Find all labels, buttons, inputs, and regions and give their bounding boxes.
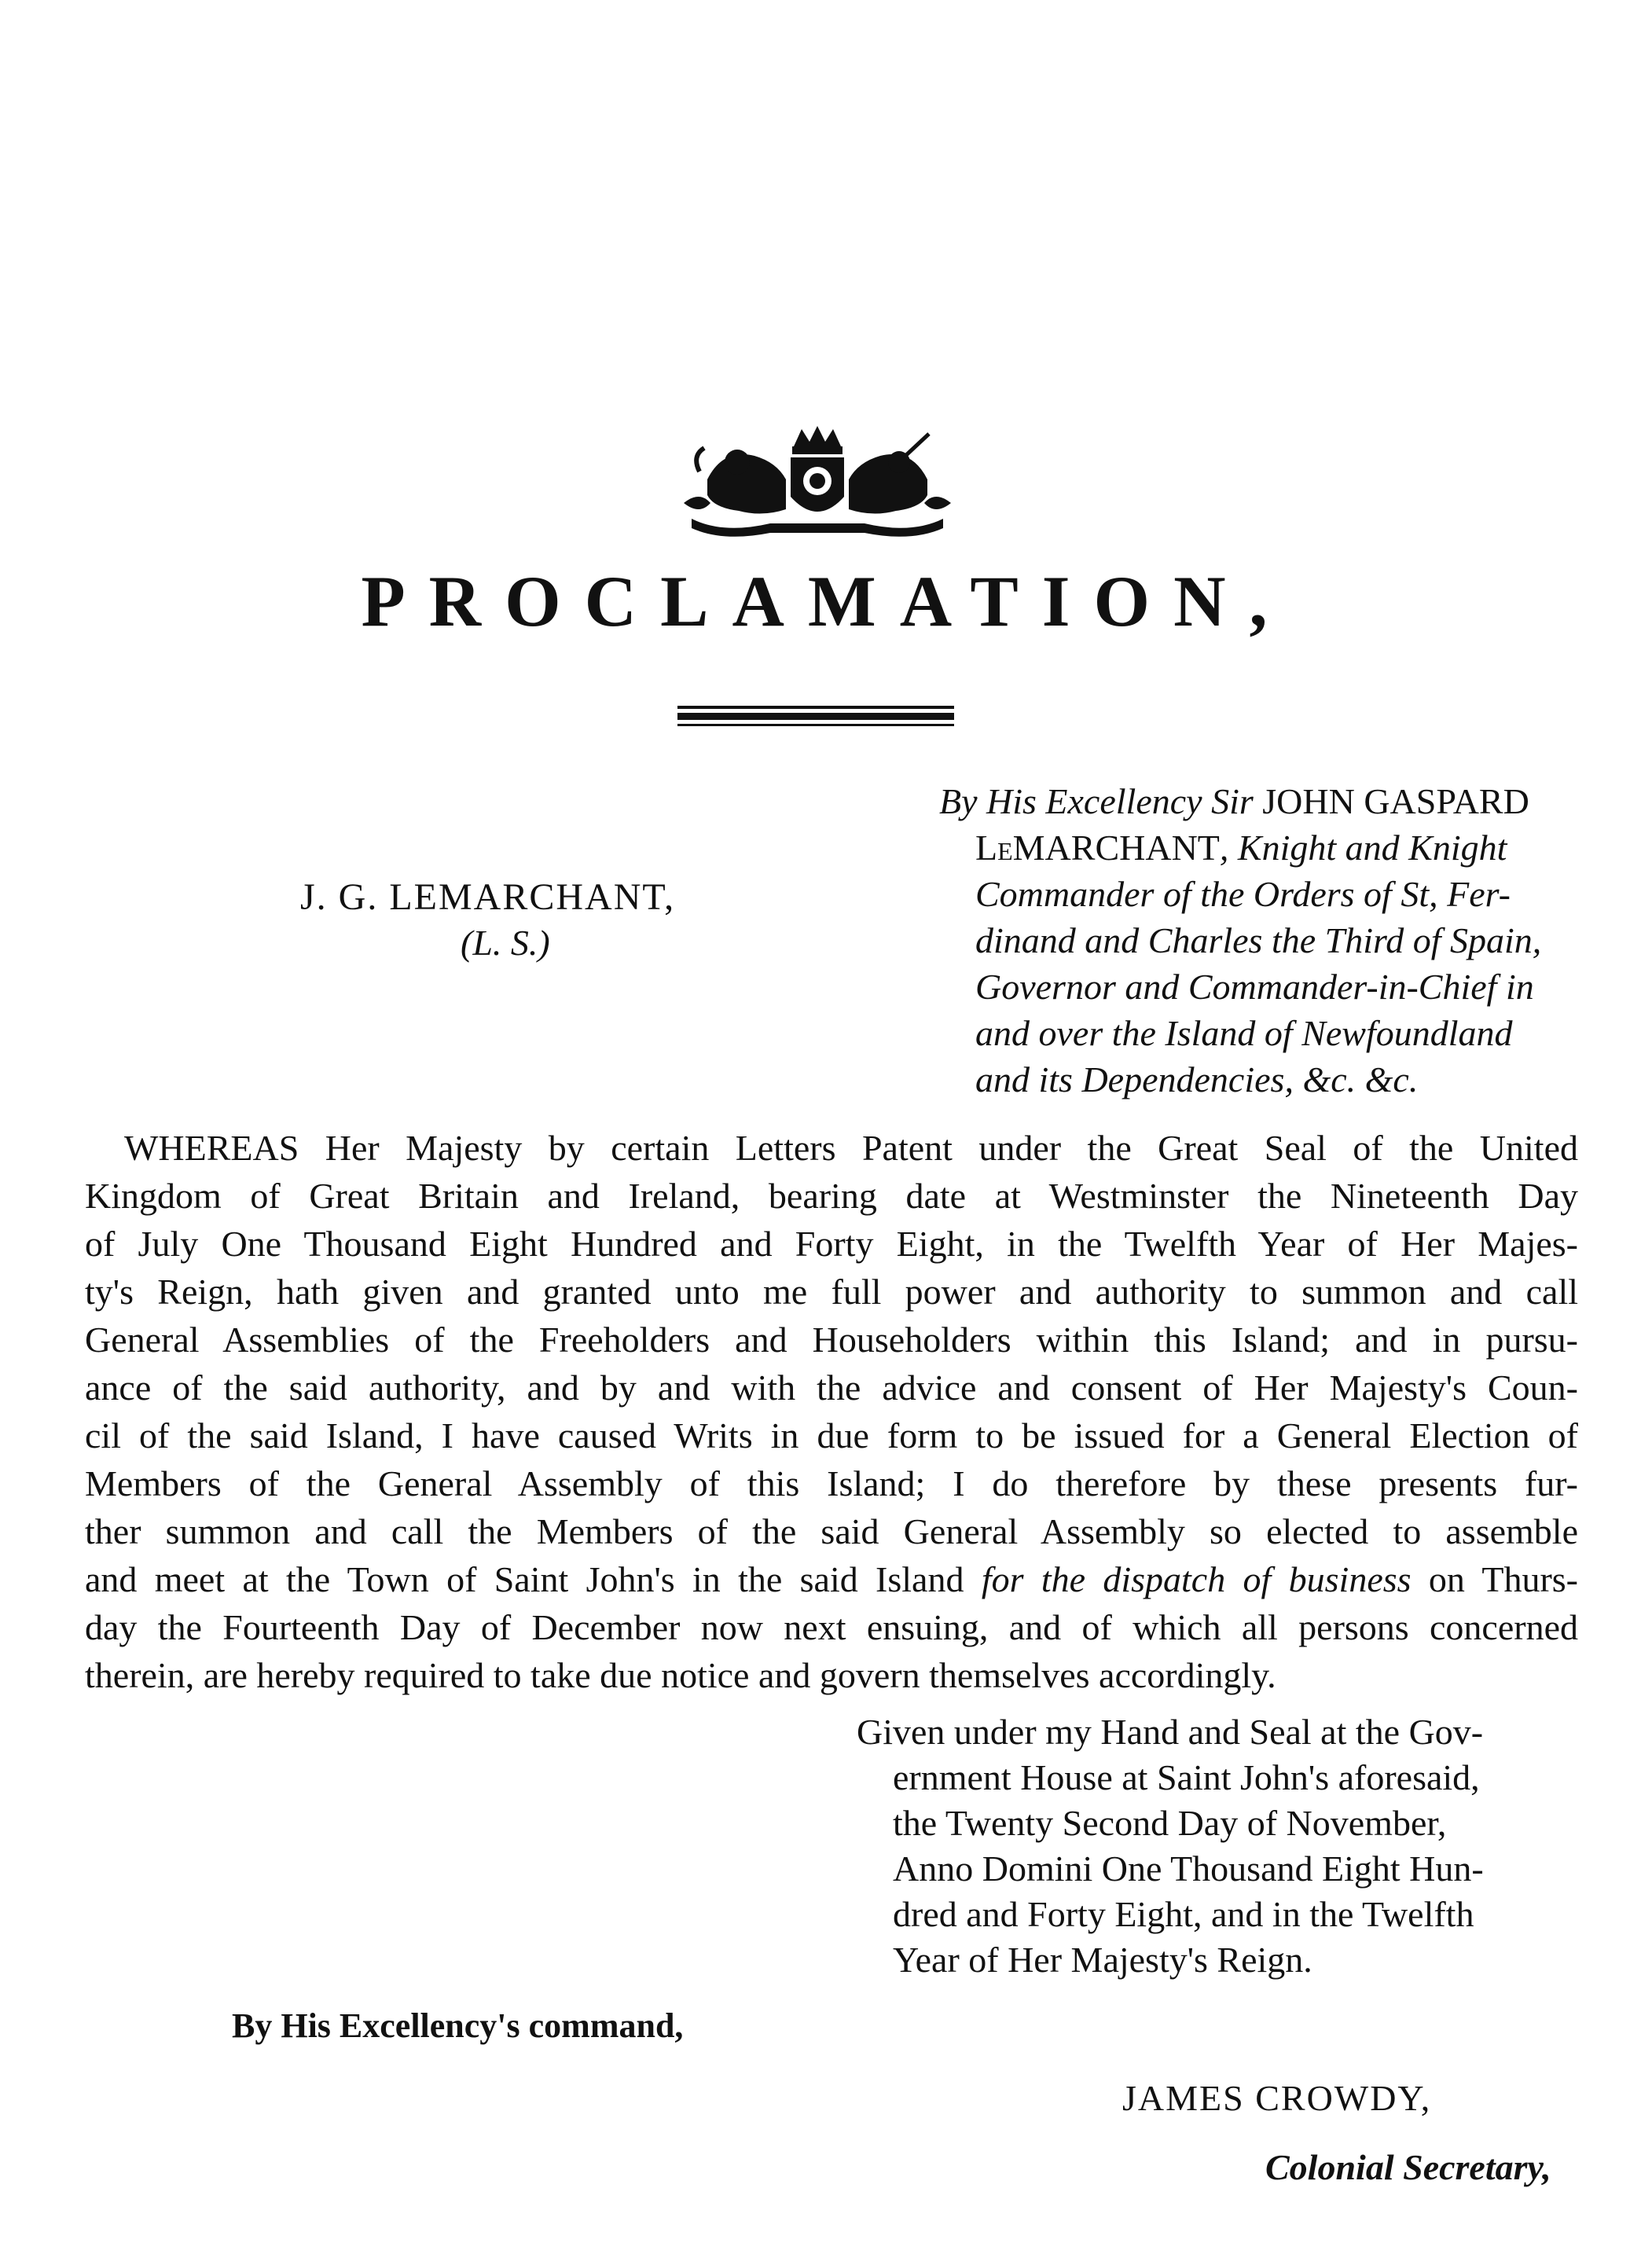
- secretary-title: Colonial Secretary,: [1265, 2147, 1551, 2187]
- governor-style-line: dinand and Charles the Third of Spain,: [975, 920, 1542, 960]
- secretary-signature-name: JAMES CROWDY,: [1122, 2078, 1432, 2118]
- given-under-hand-block: [857, 1709, 1580, 1983]
- given-line: the Twenty Second Day of November,: [893, 1803, 1447, 1843]
- body-line: day the Fourteenth Day of December now next ensuing, and of which all persons concerned: [85, 1607, 1578, 1647]
- governor-style-line: Governor and Commander-in-Chief in: [975, 967, 1534, 1007]
- proclamation-body: [85, 1124, 1578, 1699]
- royal-coat-of-arms-icon: [676, 424, 959, 542]
- governor-style-line: Commander of the Orders of St, Fer-: [975, 874, 1511, 914]
- body-line: and meet at the Town of Saint John's in the said Island for the dispatch of business on Thurs-: [85, 1559, 1578, 1599]
- title-underline-rule: [677, 706, 954, 726]
- governor-style-line: LeMARCHANT, Knight and Knight: [975, 828, 1507, 868]
- by-command-line: By His Excellency's command,: [232, 2006, 684, 2045]
- governor-style-line: and over the Island of Newfoundland: [975, 1013, 1513, 1053]
- body-line: ty's Reign, hath given and granted unto me full power and authority to summon and call: [85, 1272, 1578, 1312]
- body-line: ance of the said authority, and by and with the advice and consent of Her Majesty's Coun-: [85, 1367, 1578, 1408]
- body-line: therein, are hereby required to take due notice and govern themselves accordingly.: [85, 1655, 1276, 1695]
- body-line: Members of the General Assembly of this Island; I do therefore by these presents fur-: [85, 1463, 1578, 1503]
- given-line: Anno Domini One Thousand Eight Hun-: [893, 1848, 1484, 1889]
- body-line: cil of the said Island, I have caused Writs in due form to be issued for a General Election of: [85, 1415, 1578, 1456]
- governor-name-smallcaps: LeMARCHANT: [975, 828, 1220, 868]
- proclamation-title: PROCLAMATION,: [361, 561, 1291, 641]
- body-line: ther summon and call the Members of the said General Assembly so elected to assemble: [85, 1511, 1578, 1551]
- governor-style-line: By His Excellency Sir JOHN GASPARD: [939, 781, 1529, 821]
- body-line: of July One Thousand Eight Hundred and Forty Eight, in the Twelfth Year of Her Majes-: [85, 1224, 1578, 1264]
- given-line: ernment House at Saint John's aforesaid,: [893, 1757, 1480, 1797]
- body-line: WHEREAS Her Majesty by certain Letters Patent under the Great Seal of the United: [124, 1128, 1578, 1168]
- locus-sigilli-mark: (L. S.): [461, 923, 550, 963]
- given-line: dred and Forty Eight, and in the Twelfth: [893, 1894, 1474, 1934]
- given-line: Given under my Hand and Seal at the Gov-: [857, 1712, 1484, 1752]
- body-line: General Assemblies of the Freeholders and Householders within this Island; and in pursu-: [85, 1320, 1578, 1360]
- governor-name-smallcaps: JOHN GASPARD: [1262, 781, 1529, 821]
- italic-phrase: for the dispatch of business: [981, 1559, 1412, 1599]
- body-line: Kingdom of Great Britain and Ireland, bearing date at Westminster the Nineteenth Day: [85, 1176, 1578, 1216]
- governor-style-line: and its Dependencies, &c. &c.: [975, 1059, 1419, 1099]
- governor-signature-name: J. G. LEMARCHANT,: [300, 876, 676, 918]
- governor-style-block: [939, 778, 1576, 1103]
- given-line: Year of Her Majesty's Reign.: [893, 1940, 1312, 1980]
